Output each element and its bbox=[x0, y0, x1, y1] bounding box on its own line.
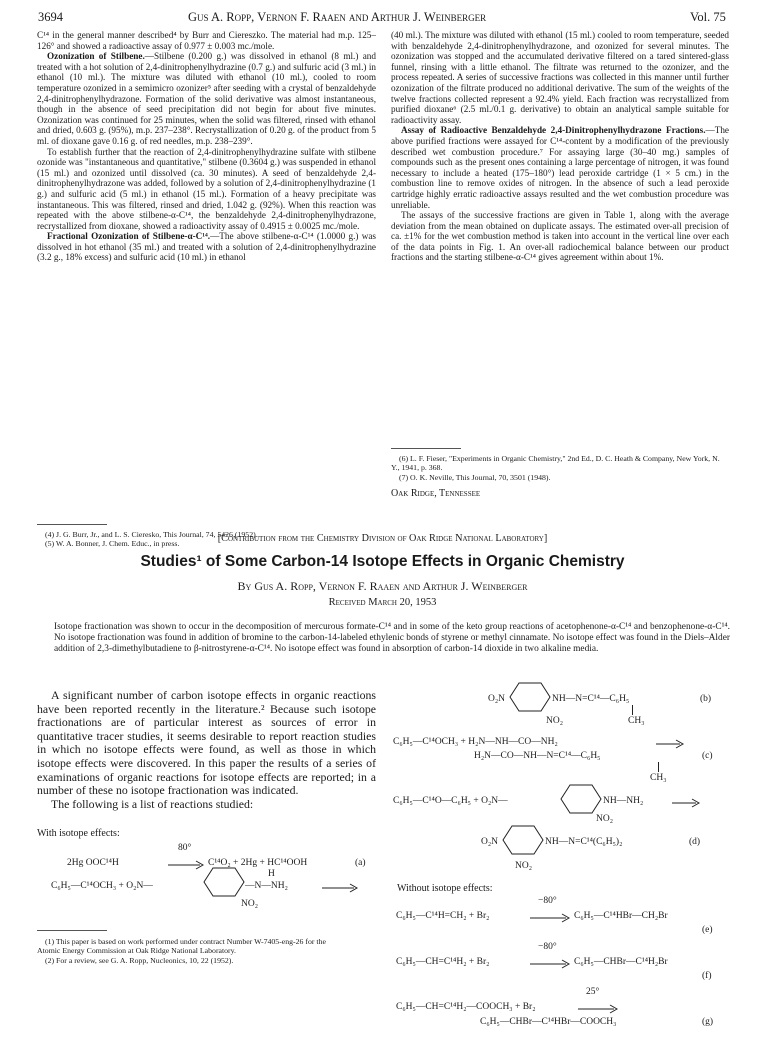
reaction-d-no2-a: NO₂ bbox=[596, 814, 614, 824]
reaction-e-label: (e) bbox=[702, 925, 713, 935]
location: Oak Ridge, Tennessee bbox=[391, 488, 481, 499]
reaction-g-product: C₆H₅—CHBr—C¹⁴HBr—COOCH₃ bbox=[480, 1017, 617, 1027]
reaction-a-reactant: 2Hg OOC¹⁴H bbox=[67, 858, 119, 868]
paragraph: (40 ml.). The mixture was diluted with ethanol (15 ml.) cooled to room temperature, seeded with benzaldehyde 2,4-dinitrophenylhydrazone, and ozonized for several minutes. The ozonization was stopped and the accumulated derivative filtered on a tared sintered-glass funnel, rinsing with a little ethanol. The filtrate was returned to the ozonizer, and the process repeated. A series of successive fractions was collected in this manner until further ozonization of the filtrate produced no additional derivative. The sum of the weights of the twelve fractions collected represent a 92.4% yield. Each fraction was recrystallized from purified dioxane⁶ (2.5 ml./0.1 g. derivative) to obtain an analytical sample suitable for radioactivity assay. bbox=[391, 30, 729, 125]
arrow-icon bbox=[530, 956, 570, 974]
reaction-b-label: (b) bbox=[700, 694, 712, 704]
reaction-f-label: (f) bbox=[702, 971, 712, 981]
section-heading: Ozonization of Stilbene. bbox=[47, 51, 145, 62]
footnote: (4) J. G. Burr, Jr., and L. S. Cieresko, This Journal, 74, 5426 (1952). bbox=[45, 530, 258, 539]
received-date: Received March 20, 1953 bbox=[328, 597, 437, 608]
arrow-icon bbox=[322, 880, 358, 898]
paragraph: The following is a list of reactions studied: bbox=[51, 796, 254, 811]
footnote-rule bbox=[37, 524, 107, 525]
with-effects-label: With isotope effects: bbox=[37, 828, 120, 839]
footnote: (6) L. F. Fieser, "Experiments in Organic Chemistry," 2nd Ed., D. C. Heath & Company, New York, N. Y., 1941, p. 368. bbox=[391, 454, 720, 473]
footnote-rule bbox=[391, 448, 461, 449]
reaction-b-no2: NO₂ bbox=[241, 899, 259, 909]
without-effects-label: Without isotope effects: bbox=[397, 883, 493, 894]
benzene-ring-icon bbox=[203, 865, 245, 904]
reaction-e-temp: −80° bbox=[538, 896, 557, 906]
reaction-b-product: NH—N=C¹⁴—C₆H₅ bbox=[552, 694, 630, 704]
paragraph: To establish further that the reaction of 2,4-dinitrophenylhydrazine sulfate with stilbene ozonide was "instantaneous and quantitative," stilbene (0.3604 g.) was suspended in ethanol (15 ml.) and ozonized until dissolved (ca. 30 minutes). A seed of benzaldehyde 2,4-dinitrophenylhydrazone was added, followed by a solution of 2,4-dinitrophenylhydrazine (1 g.) and sulfuric acid (5 ml.) in ethanol (15 ml.). Formation of a heavy precipitate was instantaneous. This was filtered, rinsed and dried, 1.042 g. (92%). When this reaction was repeated with the above stilbene-α-C¹⁴, the benzaldehyde 2,4-dinitrophenylhydrazone, recrystallized from dioxane, showed a radioactivity assay of 0.4915 ± 0.0025 mc./mole. bbox=[37, 146, 376, 231]
paragraph: Fractional Ozonization of Stilbene-α-C¹⁴.—The above stilbene-α-C¹⁴ (1.0000 g.) was dissolved in hot ethanol (35 ml.) and treated with a solution of 2,4-dinitrophenylhydrazine (3.2 g., 18% excess) and sulfuric acid (10 ml.) in ethanol bbox=[37, 231, 376, 263]
reaction-a-product: C¹⁴O₂ + 2Hg + HC¹⁴OOH bbox=[208, 858, 308, 868]
reaction-c-ch3: CH₃ bbox=[650, 773, 667, 783]
reaction-c-product: H₂N—CO—NH—N=C¹⁴—C₆H₅ bbox=[474, 751, 601, 761]
benzene-ring-icon bbox=[509, 680, 551, 719]
reaction-d-hydrazine: NH—NH₂ bbox=[603, 796, 644, 806]
bond-line bbox=[632, 705, 633, 715]
reaction-e-product: C₆H₅—C¹⁴HBr—CH₂Br bbox=[574, 911, 668, 921]
reaction-f-product: C₆H₅—CHBr—C¹⁴H₂Br bbox=[574, 957, 668, 967]
footnotes-article bbox=[37, 937, 337, 965]
reaction-b-prod-no2: NO₂ bbox=[546, 716, 564, 726]
benzene-ring-icon bbox=[502, 823, 544, 862]
reaction-f-reactants: C₆H₅—CH=C¹⁴H₂ + Br₂ bbox=[396, 957, 490, 967]
reaction-c-label: (c) bbox=[702, 751, 713, 761]
arrow-icon bbox=[672, 795, 700, 813]
reaction-d-prod-o2n: O₂N bbox=[481, 837, 499, 847]
introduction bbox=[37, 689, 376, 811]
reaction-a-temp: 80° bbox=[178, 843, 192, 853]
reaction-d-reactants: C₆H₅—C¹⁴O—C₆H₅ + O₂N— bbox=[393, 796, 508, 806]
reaction-b-reactant: C₆H₅—C¹⁴OCH₃ + O₂N— bbox=[51, 881, 153, 891]
footnote: (7) O. K. Neville, This Journal, 70, 3501 (1948). bbox=[399, 472, 551, 482]
footnote: (2) For a review, see G. A. Ropp, Nucleonics, 10, 22 (1952). bbox=[45, 955, 234, 965]
contribution-line: [Contribution from the Chemistry Division of Oak Ridge National Laboratory] bbox=[217, 533, 548, 544]
section-heading: Assay of Radioactive Benzaldehyde 2,4-Dinitrophenylhydrazone Fractions. bbox=[401, 125, 706, 136]
page-number: 3694 bbox=[38, 10, 63, 24]
reaction-c-reactants: C₆H₅—C¹⁴OCH₃ + H₂N—NH—CO—NH₂ bbox=[393, 737, 558, 747]
reaction-d-no2-b: NO₂ bbox=[515, 861, 533, 871]
paragraph: Ozonization of Stilbene.—Stilbene (0.200 g.) was dissolved in ethanol (8 ml.) and treated with a hot solution of 2,4-dinitrophenylhydrazine (0.7 g.) and sulfuric acid (3 ml.) in ethanol (10 ml.). The mixture was diluted with ethanol (10 ml.), cooled to room temperature ozonized in a semimicro ozonizer⁵ after seeding with a crystal of benzaldehyde 2,4-dinitrophenylhydrazone. Formation of the solid derivative was almost instantaneous, though in the absence of seed precipitation did not begin for about five minutes. Ozonization was continued for 25 minutes, when the solid was filtered, rinsed with ethanol and dried, 0.603 g. (95%), m.p. 237–238°. Recrystallization of 0.20 g. of the product from 5 ml. of dioxane gave 0.16 g. of red needles, m.p. 238–239°. bbox=[37, 51, 376, 146]
paragraph: The assays of the successive fractions are given in Table 1, along with the average deviation from the mean obtained on duplicate assays. The estimated over-all precision of ca. ±1% for the wet combustion method is taken into account in the vertical line over each of the data points in Fig. 1. An over-all radiochemical balance between our product fractions and the starting stilbene-α-C¹⁴ gives agreement within about 1%. bbox=[391, 210, 729, 263]
reaction-b-prod-ch3: CH₃ bbox=[628, 716, 645, 726]
reaction-g-temp: 25° bbox=[586, 987, 600, 997]
paragraph: A significant number of carbon isotope effects in organic reactions have been reported recently in the literature.² Because such isotope fractionations are of particular interest as sources of error in quantitative tracer studies, it seems desirable to report reaction studies in which no isotope effects were found, as well as those in which isotope effects were discovered. In this paper the results of a series of examinations of organic reactions for isotope effects are reported; in a number of these no isotope fractionation was indicated. bbox=[37, 688, 376, 798]
reaction-b-prod-o2n: O₂N bbox=[488, 694, 506, 704]
paragraph: C¹⁴ in the general manner described⁴ by Burr and Ciereszko. The material had m.p. 125–126° and showed a radioactive assay of 0.977 ± 0.003 mc./mole. bbox=[37, 30, 376, 51]
reaction-d-label: (d) bbox=[689, 837, 701, 847]
reaction-g-label: (g) bbox=[702, 1017, 714, 1027]
reaction-b-h: H bbox=[268, 869, 275, 879]
reaction-d-product: NH—N=C¹⁴(C₆H₅)₂ bbox=[545, 837, 623, 847]
reaction-e-reactants: C₆H₅—C¹⁴H=CH₂ + Br₂ bbox=[396, 911, 490, 921]
footnotes-right bbox=[391, 454, 729, 482]
bond-line bbox=[658, 762, 659, 772]
top-right-column bbox=[391, 30, 729, 263]
arrow-icon bbox=[656, 736, 684, 754]
reaction-a-label: (a) bbox=[355, 858, 366, 868]
footnote: (5) W. A. Bonner, J. Chem. Educ., in press. bbox=[45, 539, 180, 549]
byline: By Gus A. Ropp, Vernon F. Raaen and Arthur J. Weinberger bbox=[237, 579, 528, 593]
footnote: (1) This paper is based on work performed under contract Number W-7405-eng-26 for the Atomic Energy Commission at Oak Ridge National Laboratory. bbox=[37, 937, 326, 956]
reaction-b-hydrazine: —N—NH₂ bbox=[245, 881, 288, 891]
arrow-icon bbox=[530, 910, 570, 928]
footnote-rule bbox=[37, 930, 107, 931]
article-title: Studies¹ of Some Carbon-14 Isotope Effects in Organic Chemistry bbox=[140, 553, 625, 570]
reaction-g-reactants: C₆H₅—CH=C¹⁴H₂—COOCH₃ + Br₂ bbox=[396, 1002, 536, 1012]
section-heading: Fractional Ozonization of Stilbene-α-C¹⁴. bbox=[47, 231, 211, 242]
reaction-f-temp: −80° bbox=[538, 942, 557, 952]
running-authors: Gus A. Ropp, Vernon F. Raaen and Arthur J. Weinberger bbox=[188, 10, 487, 24]
paragraph: Assay of Radioactive Benzaldehyde 2,4-Dinitrophenylhydrazone Fractions.—The above purified fractions were assayed for C¹⁴-content by a modification of the previously described wet combustion procedure.⁷ For assaying large (30–40 mg.) samples of compounds such as the present ones containing a large percentage of nitrogen, it was found necessary to include a heated (175–180°) lead peroxide cartridge (1 × 5 cm.) in the combustion line to remove oxides of nitrogen. In the absence of such a lead peroxide cartridge highly erratic radioactive assays resulted and the wet combustion procedure was unreliable. bbox=[391, 125, 729, 210]
arrow-icon bbox=[168, 857, 204, 875]
top-left-column bbox=[37, 30, 376, 263]
abstract: Isotope fractionation was shown to occur in the decomposition of mercurous formate-C¹⁴ and in some of the keto group reactions of acetophenone-α-C¹⁴ and benzophenone-α-C¹⁴. No isotope fractionation was found in addition of bromine to the carbon-14-labeled ethylenic bonds of styrene or methyl cinnamate. No isotope effect was found in the Diels–Alder addition of 2,3-dimethylbutadiene to β-nitrostyrene-α-C¹⁴. No isotope effect was found in absorption of carbon-14 dioxide in two alkaline media. bbox=[54, 622, 730, 654]
volume: Vol. 75 bbox=[690, 10, 726, 24]
